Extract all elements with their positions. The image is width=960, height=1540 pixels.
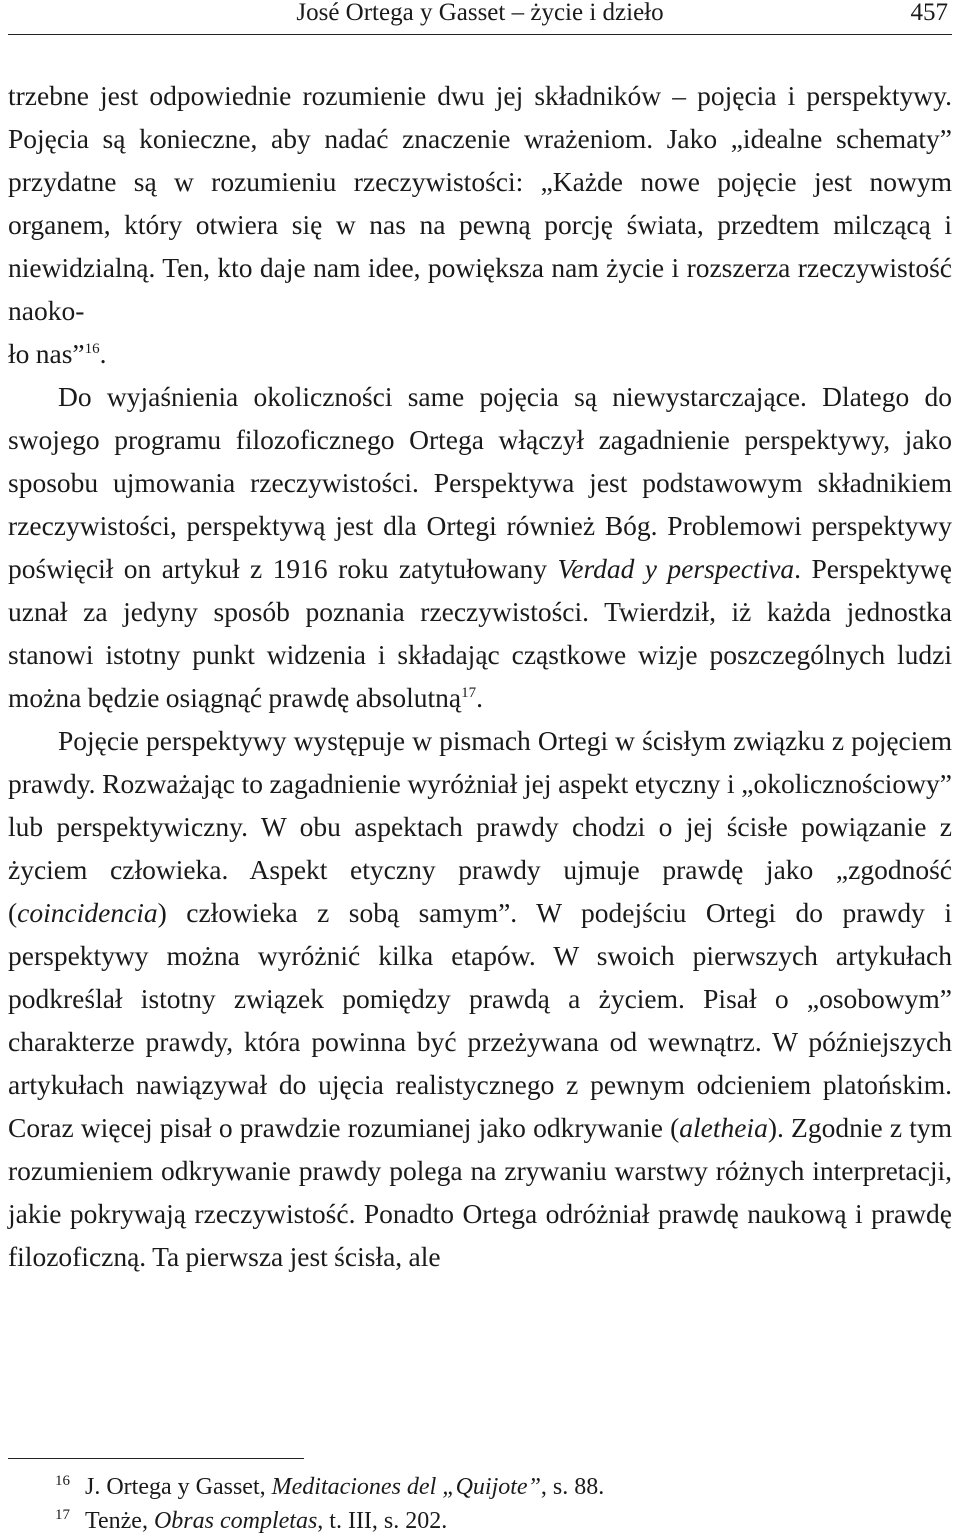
footnote-text: J. Ortega y Gasset, xyxy=(85,1474,272,1500)
paragraph-3-text: Pojęcie perspektywy występuje w pismach Ortegi w ścisłym związku z pojęciem prawdy. Rozważając to zagadnienie wyróżniał jej aspekt etyczny i „okolicznościowy” lub perspektywiczny. W obu aspektach prawdy chodzi o jej ścisłe powiązanie z życiem człowieka. Aspekt etyczny prawdy ujmuje prawdę jako „zgodność ( xyxy=(8,725,952,928)
running-header xyxy=(8,0,952,35)
footnote-ref-16[interactable]: 16 xyxy=(84,340,100,357)
article-title: Verdad y perspectiva xyxy=(557,553,795,584)
term-aletheia: aletheia xyxy=(679,1112,768,1143)
footnote-16: 16 J. Ortega y Gasset, Meditaciones del „Quijote”, s. 88. xyxy=(55,1473,605,1500)
footnote-title: Meditaciones del „Quijote” xyxy=(271,1474,541,1500)
term-coincidencia: coincidencia xyxy=(17,897,158,928)
footnote-ref-17[interactable]: 17 xyxy=(461,684,477,701)
page-number: 457 xyxy=(910,0,948,26)
paragraph-3 xyxy=(8,719,952,1278)
paragraph-2-end: . xyxy=(476,682,483,713)
body-text xyxy=(8,74,952,1278)
footnote-title: Obras completas xyxy=(153,1508,318,1534)
paragraph-2-text: Do wyjaśnienia okoliczności same pojęcia są niewystarczające. Dlatego do swojego programu filozoficznego Ortega włączył zagadnienie perspektywy, jako sposobu ujmowania rzeczywistości. Perspektywa jest podstawowym składnikiem rzeczywistości, perspektywą jest dla Ortegi również Bóg. Problemowi perspektywy poświęcił on artykuł z 1916 roku zatytułowany xyxy=(8,381,952,584)
paragraph-2 xyxy=(8,375,952,719)
paragraph-3-text-b: ) człowieka z sobą samym”. W podejściu Ortegi do prawdy i perspektywy można wyróżnić kilka etapów. W swoich pierwszych artykułach podkreślał istotny związek pomiędzy prawdą a życiem. Pisał o „osobowym” charakterze prawdy, która powinna być przeżywana od wewnątrz. W późniejszych artykułach nawiązywał do ujęcia realistycznego z pewnym odcieniem platońskim. Coraz więcej pisał o prawdzie rozumianej jako odkrywanie ( xyxy=(8,897,952,1143)
footnote-text-end: , t. III, s. 202. xyxy=(317,1508,448,1534)
paragraph-1-text: trzebne jest odpowiednie rozumienie dwu jej składników – pojęcia i perspektywy. Pojęcia są konieczne, aby nadać znaczenie wrażeniom. Jako „idealne schematy” przydatne są w rozumieniu rzeczywistości: „Każde nowe pojęcie jest nowym organem, który otwiera się w nas na pewną porcję świata, przedtem milczącą i niewidzialną. Ten, kto daje nam idee, powiększa nam życie i rozszerza rzeczywistość naoko- xyxy=(8,80,952,326)
paragraph-3-text-c: ). Zgodnie z tym rozumieniem odkrywanie prawdy polega na zrywaniu warstwy różnych interpretacji, jakie pokrywają rzeczywistość. Ponadto Ortega odróżniał prawdę naukową i prawdę filozoficzną. Ta pierwsza jest ścisła, ale xyxy=(8,1112,952,1272)
paragraph-1-end: . xyxy=(99,338,107,369)
footnote-text-end: , s. 88. xyxy=(540,1474,605,1500)
paragraph-1 xyxy=(8,74,952,375)
footnote-text: Tenże, xyxy=(85,1508,154,1534)
paragraph-1-tail: ło nas” xyxy=(8,338,85,369)
paragraph-2-text-b: . Perspektywę uznał za jedyny sposób poznania rzeczywistości. Twierdził, iż każda jednostka stanowi istotny punkt widzenia i składając cząstkowe wizje poszczególnych ludzi można będzie osiągnąć prawdę absolutną xyxy=(8,553,952,713)
running-title: José Ortega y Gasset – życie i dzieło xyxy=(296,0,664,26)
footnotes xyxy=(55,1470,952,1538)
footnote-17: 17 Tenże, Obras completas, t. III, s. 202. xyxy=(55,1507,448,1534)
footnote-divider xyxy=(8,1458,304,1459)
